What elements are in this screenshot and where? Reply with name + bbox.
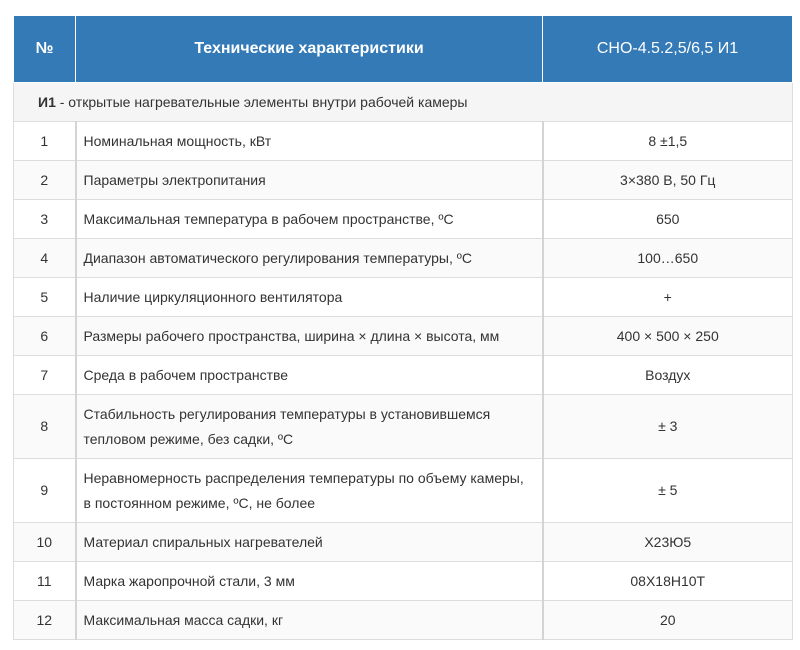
row-value: 400 × 500 × 250	[543, 317, 793, 356]
row-number: 4	[14, 239, 76, 278]
row-description: Диапазон автоматического регулирования температуры, ºС	[76, 239, 543, 278]
section-row	[14, 83, 793, 122]
table-header-row	[14, 16, 793, 83]
section-code: И1	[38, 93, 56, 110]
specs-table-container	[13, 15, 792, 640]
section-cell	[14, 83, 793, 122]
row-number: 6	[14, 317, 76, 356]
row-number: 1	[14, 122, 76, 161]
header-model: СНО-4.5.2,5/6,5 И1	[543, 16, 793, 83]
table-row	[14, 317, 793, 356]
row-number: 2	[14, 161, 76, 200]
row-description: Материал спиральных нагревателей	[76, 523, 543, 562]
table-row	[14, 239, 793, 278]
table-row	[14, 122, 793, 161]
row-number: 3	[14, 200, 76, 239]
row-number: 5	[14, 278, 76, 317]
row-value: 08Х18Н10Т	[543, 562, 793, 601]
row-value: 8 ±1,5	[543, 122, 793, 161]
section-text: - открытые нагревательные элементы внутри рабочей камеры	[55, 93, 468, 110]
row-value: 100…650	[543, 239, 793, 278]
table-row	[14, 278, 793, 317]
row-number: 8	[14, 395, 76, 459]
row-description: Среда в рабочем пространстве	[76, 356, 543, 395]
row-value: Х23Ю5	[543, 523, 793, 562]
table-row	[14, 395, 793, 459]
row-number: 9	[14, 459, 76, 523]
row-value: 20	[543, 601, 793, 640]
row-description: Наличие циркуляционного вентилятора	[76, 278, 543, 317]
row-number: 7	[14, 356, 76, 395]
row-number: 12	[14, 601, 76, 640]
row-value: ± 5	[543, 459, 793, 523]
row-number: 10	[14, 523, 76, 562]
table-row	[14, 523, 793, 562]
row-description: Номинальная мощность, кВт	[76, 122, 543, 161]
row-description: Максимальная масса садки, кг	[76, 601, 543, 640]
row-description: Параметры электропитания	[76, 161, 543, 200]
row-description: Стабильность регулирования температуры в установившемся тепловом режиме, без садки, ºС	[76, 395, 543, 459]
row-description: Неравномерность распределения температуры по объему камеры, в постоянном режиме, ºС, не более	[76, 459, 543, 523]
table-row	[14, 200, 793, 239]
header-characteristics: Технические характеристики	[76, 16, 543, 83]
row-value: 3×380 В, 50 Гц	[543, 161, 793, 200]
row-description: Размеры рабочего пространства, ширина × длина × высота, мм	[76, 317, 543, 356]
table-row	[14, 601, 793, 640]
row-value: Воздух	[543, 356, 793, 395]
row-description: Марка жаропрочной стали, 3 мм	[76, 562, 543, 601]
table-row	[14, 161, 793, 200]
row-value: ± 3	[543, 395, 793, 459]
row-description: Максимальная температура в рабочем пространстве, ºС	[76, 200, 543, 239]
table-row	[14, 356, 793, 395]
header-number: №	[14, 16, 76, 83]
row-value: +	[543, 278, 793, 317]
row-value: 650	[543, 200, 793, 239]
table-row	[14, 459, 793, 523]
row-number: 11	[14, 562, 76, 601]
specs-table	[13, 15, 793, 640]
table-row	[14, 562, 793, 601]
